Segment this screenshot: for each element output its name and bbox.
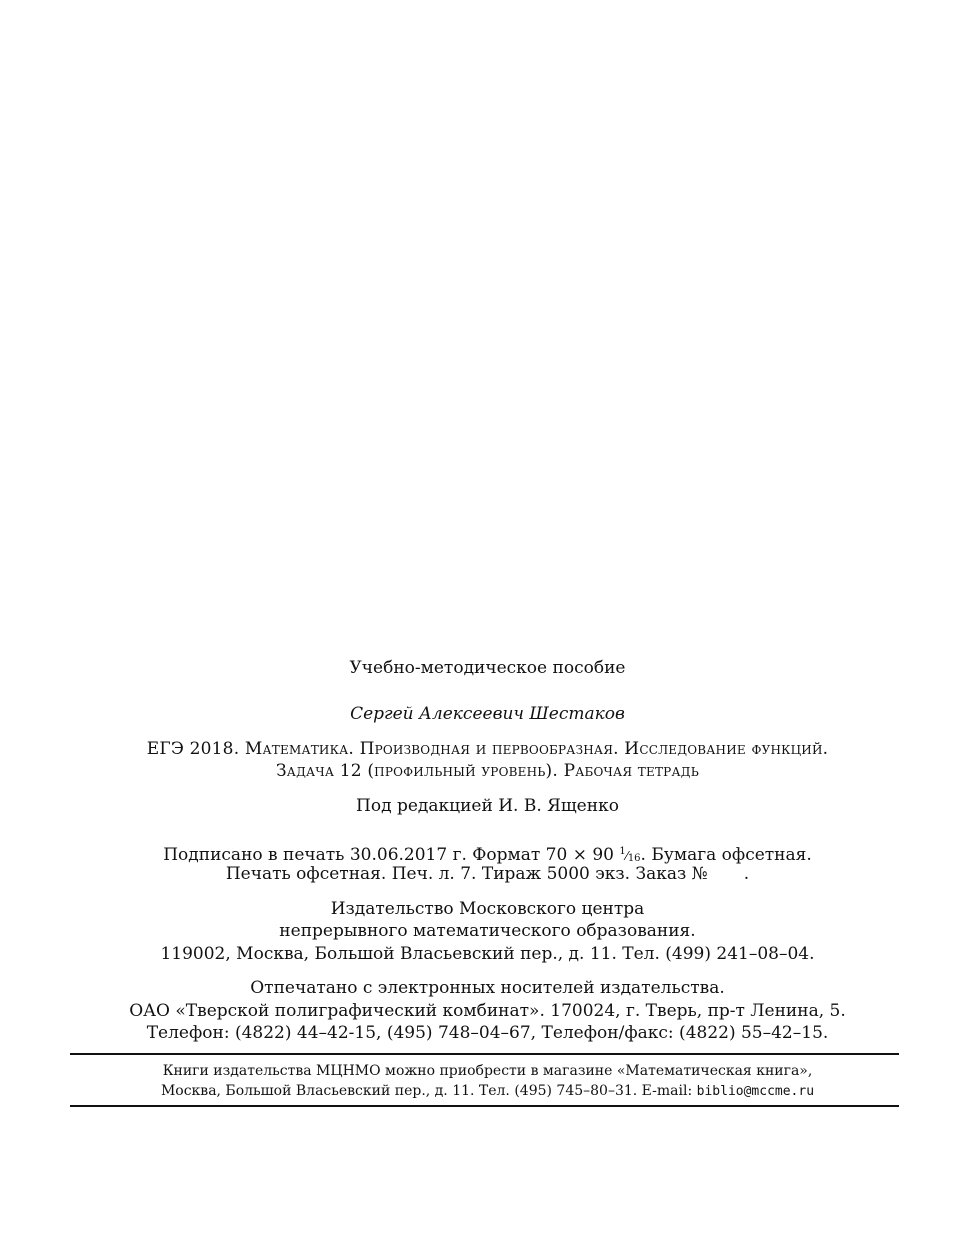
editor-credit: Под редакцией И. В. Ященко <box>356 796 619 816</box>
signed-format: Подписано в печать 30.06.2017 г. Формат 70 × 90 <box>163 845 615 865</box>
print-run: Печать офсетная. Печ. л. 7. Тираж 5000 экз. Заказ № <box>225 864 708 884</box>
format-denominator: 16 <box>627 853 641 864</box>
book-title-line-1: ЕГЭ 2018. Математика. Производная и первообразная. Исследование функций. <box>146 739 829 759</box>
footer-top-rule <box>70 1053 899 1055</box>
footer-store-line: Книги издательства МЦНМО можно приобрести в магазине «Математическая книга», <box>162 1063 813 1079</box>
publisher-line-2: непрерывного математического образования. <box>279 921 696 941</box>
book-title-line-2: Задача 12 (профильный уровень). Рабочая тетрадь <box>276 761 699 781</box>
format-fraction: $^1⁄_{16}$ <box>619 846 641 864</box>
footer-email-link[interactable]: biblio@mccme.ru <box>696 1084 815 1099</box>
author-name: Сергей Алексеевич Шестаков <box>350 704 625 724</box>
publisher-address: 119002, Москва, Большой Власьевский пер., д. 11. Тел. (499) 241–08–04. <box>160 944 815 964</box>
print-details-line-2 <box>0 863 975 885</box>
footer-address: Москва, Большой Власьевский пер., д. 11. Тел. (495) 745–80–31. E-mail: <box>160 1083 693 1099</box>
printer-line-2: ОАО «Тверской полиграфический комбинат». 170024, г. Тверь, пр-т Ленина, 5. <box>129 1001 846 1021</box>
footer-contact-line <box>0 1081 975 1102</box>
footer-bottom-rule <box>70 1105 899 1107</box>
format-numerator: 1 <box>619 846 626 857</box>
genre-label: Учебно-методическое пособие <box>349 658 626 678</box>
order-suffix: . <box>743 864 750 884</box>
publisher-line-1: Издательство Московского центра <box>330 899 645 919</box>
printer-phones: Телефон: (4822) 44–42-15, (495) 748–04–67, Телефон/факс: (4822) 55–42–15. <box>146 1023 829 1043</box>
printer-line-1: Отпечатано с электронных носителей издательства. <box>250 978 725 998</box>
paper-type: . Бумага офсетная. <box>640 845 812 865</box>
